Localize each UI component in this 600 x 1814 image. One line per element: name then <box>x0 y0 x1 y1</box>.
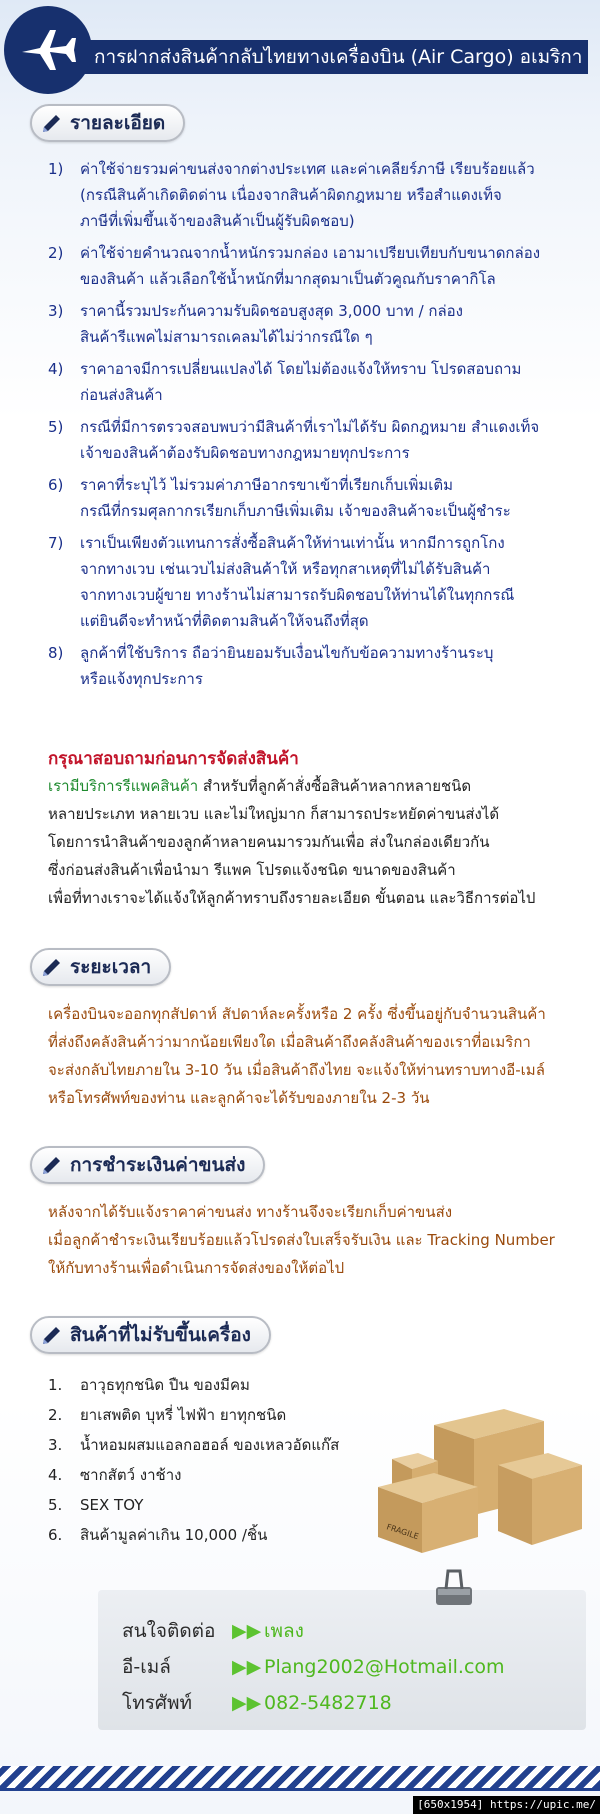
contact-name: เพลง <box>264 1620 304 1642</box>
item-text: ก่อนส่งสินค้า <box>80 386 163 404</box>
list-item <box>48 356 578 408</box>
list-item <box>48 472 578 524</box>
contact-label: โทรศัพท์ <box>122 1692 193 1714</box>
item-text: ของสินค้า แล้วเลือกใช้น้ำหนักที่มากสุดมาเป็นตัวคูณกับราคากิโล <box>80 270 496 288</box>
footer-line <box>0 1788 600 1791</box>
contact-phone[interactable]: 082-5482718 <box>264 1692 392 1714</box>
contact-row-name <box>122 1616 304 1646</box>
list-item <box>48 1430 368 1460</box>
prohibited-list <box>48 1370 368 1550</box>
item-text: กรณีที่กรมศุลกากรเรียกเก็บภาษีเพิ่มเติม เจ้าของสินค้าจะเป็นผู้ชำระ <box>80 502 511 520</box>
item-text: ลูกค้าที่ใช้บริการ ถือว่ายินยอมรับเงื่อนไขกับข้อความทางร้านระบุ <box>80 644 494 662</box>
paragraph-line: เมื่อลูกค้าชำระเงินเรียบร้อยแล้วโปรดส่งใบเสร็จรับเงิน และ Tracking Number <box>48 1231 555 1249</box>
list-item <box>48 640 578 692</box>
item-text: ค่าใช้จ่ายรวมค่าขนส่งจากต่างประเทศ และค่าเคลียร์ภาษี เรียบร้อยแล้ว <box>80 160 535 178</box>
airplane-badge <box>4 6 92 94</box>
list-item <box>48 414 578 466</box>
pencil-icon <box>40 1153 64 1177</box>
contact-label: สนใจติดต่อ <box>122 1620 216 1642</box>
duration-paragraph <box>48 1000 588 1112</box>
section-title: สินค้าที่ไม่รับขึ้นเครื่อง <box>70 1324 251 1346</box>
item-text: ราคานี้รวมประกันความรับผิดชอบสูงสุด 3,000 บาท / กล่อง <box>80 302 463 320</box>
fragile-label: FRAGILE <box>385 1522 420 1542</box>
paragraph-line: ซึ่งก่อนส่งสินค้าเพื่อนำมา รีแพค โปรดแจ้งชนิด ขนาดของสินค้า <box>48 861 456 879</box>
section-title: รายละเอียด <box>70 112 166 134</box>
section-title: ระยะเวลา <box>70 956 152 978</box>
details-list <box>48 156 578 698</box>
item-text: เจ้าของสินค้าต้องรับผิดชอบทางกฎหมายทุกประการ <box>80 444 410 462</box>
item-number: 3) <box>48 302 64 320</box>
item-number: 4) <box>48 360 64 378</box>
double-arrow-icon: ▶▶ <box>232 1692 262 1714</box>
item-text: กรณีที่มีการตรวจสอบพบว่ามีสินค้าที่เราไม่ได้รับ ผิดกฎหมาย สำแดงเท็จ <box>80 418 540 436</box>
paragraph-line: หลังจากได้รับแจ้งราคาค่าขนส่ง ทางร้านจึงจะเรียกเก็บค่าขนส่ง <box>48 1203 453 1221</box>
paragraph-line: จะส่งกลับไทยภายใน 3-10 วัน เมื่อสินค้าถึงไทย จะแจ้งให้ท่านทราบทางอี-เมล์ <box>48 1061 545 1079</box>
paragraph-line: หลายประเภท หลายเวบ และไม่ใหญ่มาก ก็สามารถประหยัดค่าขนส่งได้ <box>48 805 500 823</box>
item-number: 6) <box>48 476 64 494</box>
binder-clip-icon <box>432 1567 476 1611</box>
item-number: 5) <box>48 418 64 436</box>
section-heading-prohibited <box>30 1316 271 1354</box>
item-text: อาวุธทุกชนิด ปืน ของมีคม <box>80 1376 250 1394</box>
item-number: 6. <box>48 1526 63 1544</box>
paragraph-line: ให้กับทางร้านเพื่อดำเนินการจัดส่งของให้ต่อไป <box>48 1259 345 1277</box>
item-text: จากทางเวบ เช่นเวบไม่ส่งสินค้าให้ หรือทุกสาเหตุที่ไม่ได้รับสินค้า <box>80 560 491 578</box>
repack-paragraph <box>48 772 588 912</box>
item-text: ซากสัตว์ งาช้าง <box>80 1466 182 1484</box>
item-number: 8) <box>48 644 64 662</box>
item-text: สินค้ามูลค่าเกิน 10,000 /ชิ้น <box>80 1526 268 1544</box>
item-number: 1. <box>48 1376 63 1394</box>
item-number: 2. <box>48 1406 63 1424</box>
cardboard-boxes-image <box>378 1395 582 1555</box>
paragraph-line: สำหรับที่ลูกค้าสั่งซื้อสินค้าหลากหลายชนิด <box>198 777 472 795</box>
section-title: การชำระเงินค่าขนส่ง <box>70 1154 246 1176</box>
list-item <box>48 156 578 234</box>
item-text: SEX TOY <box>80 1496 144 1514</box>
item-number: 4. <box>48 1466 63 1484</box>
list-item <box>48 1490 368 1520</box>
paragraph-line: ที่ส่งถึงคลังสินค้าว่ามากน้อยเพียงใด เมื่อสินค้าถึงคลังสินค้าของเราที่อเมริกา <box>48 1033 531 1051</box>
paragraph-line: โดยการนำสินค้าของลูกค้าหลายคนมารวมกันเพื่อ ส่งในกล่องเดียวกัน <box>48 833 490 851</box>
item-number: 2) <box>48 244 64 262</box>
list-item <box>48 1520 368 1550</box>
pencil-icon <box>40 1323 64 1347</box>
paragraph-line: หรือโทรศัพท์ของท่าน และลูกค้าจะได้รับของภายใน 2-3 วัน <box>48 1089 430 1107</box>
list-item <box>48 298 578 350</box>
inquiry-title: กรุณาสอบถามก่อนการจัดส่งสินค้า <box>48 749 299 769</box>
contact-email[interactable]: Plang2002@Hotmail.com <box>264 1656 505 1678</box>
item-text: เราเป็นเพียงตัวแทนการสั่งซื้อสินค้าให้ท่านเท่านั้น หากมีการถูกโกง <box>80 534 505 552</box>
item-number: 3. <box>48 1436 63 1454</box>
list-item <box>48 240 578 292</box>
item-text: (กรณีสินค้าเกิดติดด่าน เนื่องจากสินค้าผิดกฎหมาย หรือสำแดงเท็จ <box>80 186 502 204</box>
double-arrow-icon: ▶▶ <box>232 1656 262 1678</box>
item-text: จากทางเวบผู้ขาย ทางร้านไม่สามารถรับผิดชอบให้ท่านได้ในทุกกรณี <box>80 586 515 604</box>
section-heading-payment <box>30 1146 265 1184</box>
item-text: ราคาที่ระบุไว้ ไม่รวมค่าภาษีอากรขาเข้าที่เรียกเก็บเพิ่มเติม <box>80 476 454 494</box>
contact-row-phone <box>122 1688 392 1718</box>
item-text: ภาษีที่เพิ่มขึ้นเจ้าของสินค้าเป็นผู้รับผิดชอบ) <box>80 212 355 230</box>
list-item <box>48 530 578 634</box>
item-number: 1) <box>48 160 64 178</box>
item-text: ยาเสพติด บุหรี่ ไฟฟ้า ยาทุกชนิด <box>80 1406 287 1424</box>
list-item <box>48 1370 368 1400</box>
item-text: ค่าใช้จ่ายคำนวณจากน้ำหนักรวมกล่อง เอามาเปรียบเทียบกับขนาดกล่อง <box>80 244 541 262</box>
payment-paragraph <box>48 1198 588 1282</box>
section-heading-details <box>30 104 185 142</box>
double-arrow-icon: ▶▶ <box>232 1620 262 1642</box>
airplane-icon <box>16 18 80 82</box>
paragraph-line: เพื่อที่ทางเราจะได้แจ้งให้ลูกค้าทราบถึงรายละเอียด ขั้นตอน และวิธีการต่อไป <box>48 889 536 907</box>
list-item <box>48 1460 368 1490</box>
section-heading-duration <box>30 948 171 986</box>
item-text: ราคาอาจมีการเปลี่ยนแปลงได้ โดยไม่ต้องแจ้งให้ทราบ โปรดสอบถาม <box>80 360 522 378</box>
list-item <box>48 1400 368 1430</box>
item-number: 5. <box>48 1496 63 1514</box>
paragraph-line: เครื่องบินจะออกทุกสัปดาห์ สัปดาห์ละครั้งหรือ 2 ครั้ง ซึ่งขึ้นอยู่กับจำนวนสินค้า <box>48 1005 546 1023</box>
item-text: แต่ยินดีจะทำหน้าที่ติดตามสินค้าให้จนถึงที่สุด <box>80 612 369 630</box>
footer-stripe <box>0 1766 600 1788</box>
item-text: น้ำหอมผสมแอลกอฮอล์ ของเหลวอัดแก๊ส <box>80 1436 340 1454</box>
page-title: การฝากส่งสินค้ากลับไทยทางเครื่องบิน (Air Cargo) อเมริกา <box>80 40 588 74</box>
pencil-icon <box>40 111 64 135</box>
contact-label: อี-เมล์ <box>122 1656 171 1678</box>
repack-highlight: เรามีบริการรีแพคสินค้า <box>48 777 199 795</box>
item-text: หรือแจ้งทุกประการ <box>80 670 203 688</box>
watermark: [650x1954] https://upic.me/ <box>413 1796 600 1814</box>
item-text: สินค้ารีแพคไม่สามารถเคลมได้ไม่ว่ากรณีใด ๆ <box>80 328 373 346</box>
pencil-icon <box>40 955 64 979</box>
item-number: 7) <box>48 534 64 552</box>
contact-row-email <box>122 1652 505 1682</box>
